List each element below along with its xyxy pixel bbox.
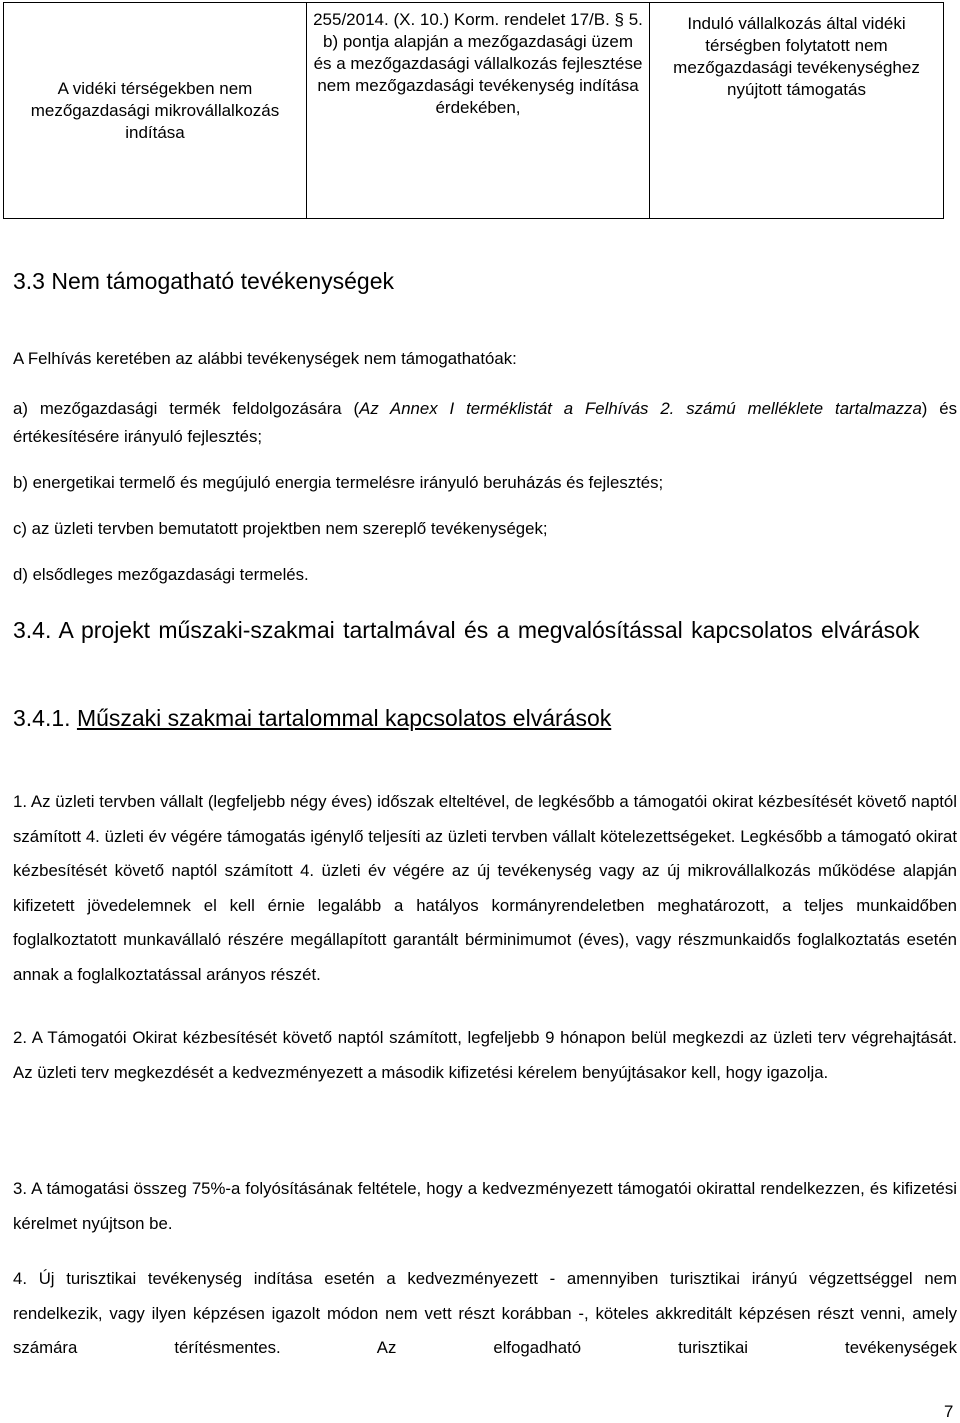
paragraph-1: 1. Az üzleti tervben vállalt (legfeljebb négy éves) időszak elteltével, de legkésőbb a támogatói okirat kézbesítését követő naptól számított 4. üzleti év végére támogatás igénylő teljesíti az üzleti tervben vállalt kötelezettségeket. Legkésőbb a támogató okirat kézbesítését követő naptól számított 4. üzleti év végére az új tevékenység vagy az új mikrovállalkozás működése alapján kifizetett jövedelemnek el kell érnie legalább a hatályos kormányrendeletben meghatározott, a teljes munkaidőben foglalkoztatott munkavállaló részére megállapított garantált bérminimumot (éves), vagy részmunkaidős foglalkoztatás esetén annak a foglalkoztatással arányos részét. (13, 792, 957, 984)
subsection-title: Műszaki szakmai tartalommal kapcsolatos elvárások (76, 705, 612, 731)
table-cell-legal-basis: 255/2014. (X. 10.) Korm. rendelet 17/B. § 5. b) pontja alapján a mezőgazdasági üzem és a mezőgazdasági vállalkozás fejlesztése nem mezőgazdasági tevékenység indítása érdekében, (307, 3, 650, 219)
support-table (3, 2, 944, 219)
list-item-d: d) elsődleges mezőgazdasági termelés. (13, 565, 309, 584)
list-item-a-start: a) mezőgazdasági termék feldolgozására ( (13, 399, 360, 418)
table-cell-support-type: Induló vállalkozás által vidéki térségben folytatott nem mezőgazdasági tevékenységhez nyújtott támogatás (650, 3, 944, 219)
annex-reference: Az Annex I terméklistát a Felhívás 2. számú melléklete tartalmazza (359, 399, 922, 418)
subsection-heading-3-4-1 (13, 705, 611, 732)
section-intro: A Felhívás keretében az alábbi tevékenységek nem támogathatóak: (13, 349, 517, 368)
list-item-b: b) energetikai termelő és megújuló energia termelésre irányuló beruházás és fejlesztés; (13, 473, 664, 492)
list-item-c: c) az üzleti tervben bemutatott projektben nem szereplő tevékenységek; (13, 519, 548, 538)
section-heading-3-4: 3.4. A projekt műszaki-szakmai tartalmával és a megvalósítással kapcsolatos elvárások (13, 617, 920, 643)
page-number: 7 (944, 1402, 954, 1421)
table-cell-measure: A vidéki térségekben nem mezőgazdasági mikrovállalkozás indítása (4, 3, 307, 219)
section-heading-3-3: 3.3 Nem támogatható tevékenységek (13, 268, 395, 294)
subsection-number: 3.4.1. (13, 705, 77, 731)
table-row (4, 3, 944, 219)
paragraph-2: 2. A Támogatói Okirat kézbesítését követő naptól számított, legfeljebb 9 hónapon belül megkezdi az üzleti terv végrehajtását. Az üzleti terv megkezdését a kedvezményezett a második kifizetési kérelem benyújtásakor kell, hogy igazolja. (13, 1028, 957, 1082)
list-item-a (13, 395, 957, 451)
paragraph-4: 4. Új turisztikai tevékenység indítása esetén a kedvezményezett - amennyiben turisztikai irányú végzettséggel nem rendelkezik, vagy ilyen képzésen igazolt módon nem vett részt korábban -, köteles akkreditált képzésen részt venni, amely számára térítésmentes. Az elfogadható turisztikai tevékenységek (13, 1269, 957, 1357)
paragraph-3: 3. A támogatási összeg 75%-a folyósításának feltétele, hogy a kedvezményezett támogatói okirattal rendelkezzen, és kifizetési kérelmet nyújtson be. (13, 1179, 957, 1233)
list-item-a-end: ) és értékesítésére irányuló fejlesztés; (13, 399, 958, 446)
